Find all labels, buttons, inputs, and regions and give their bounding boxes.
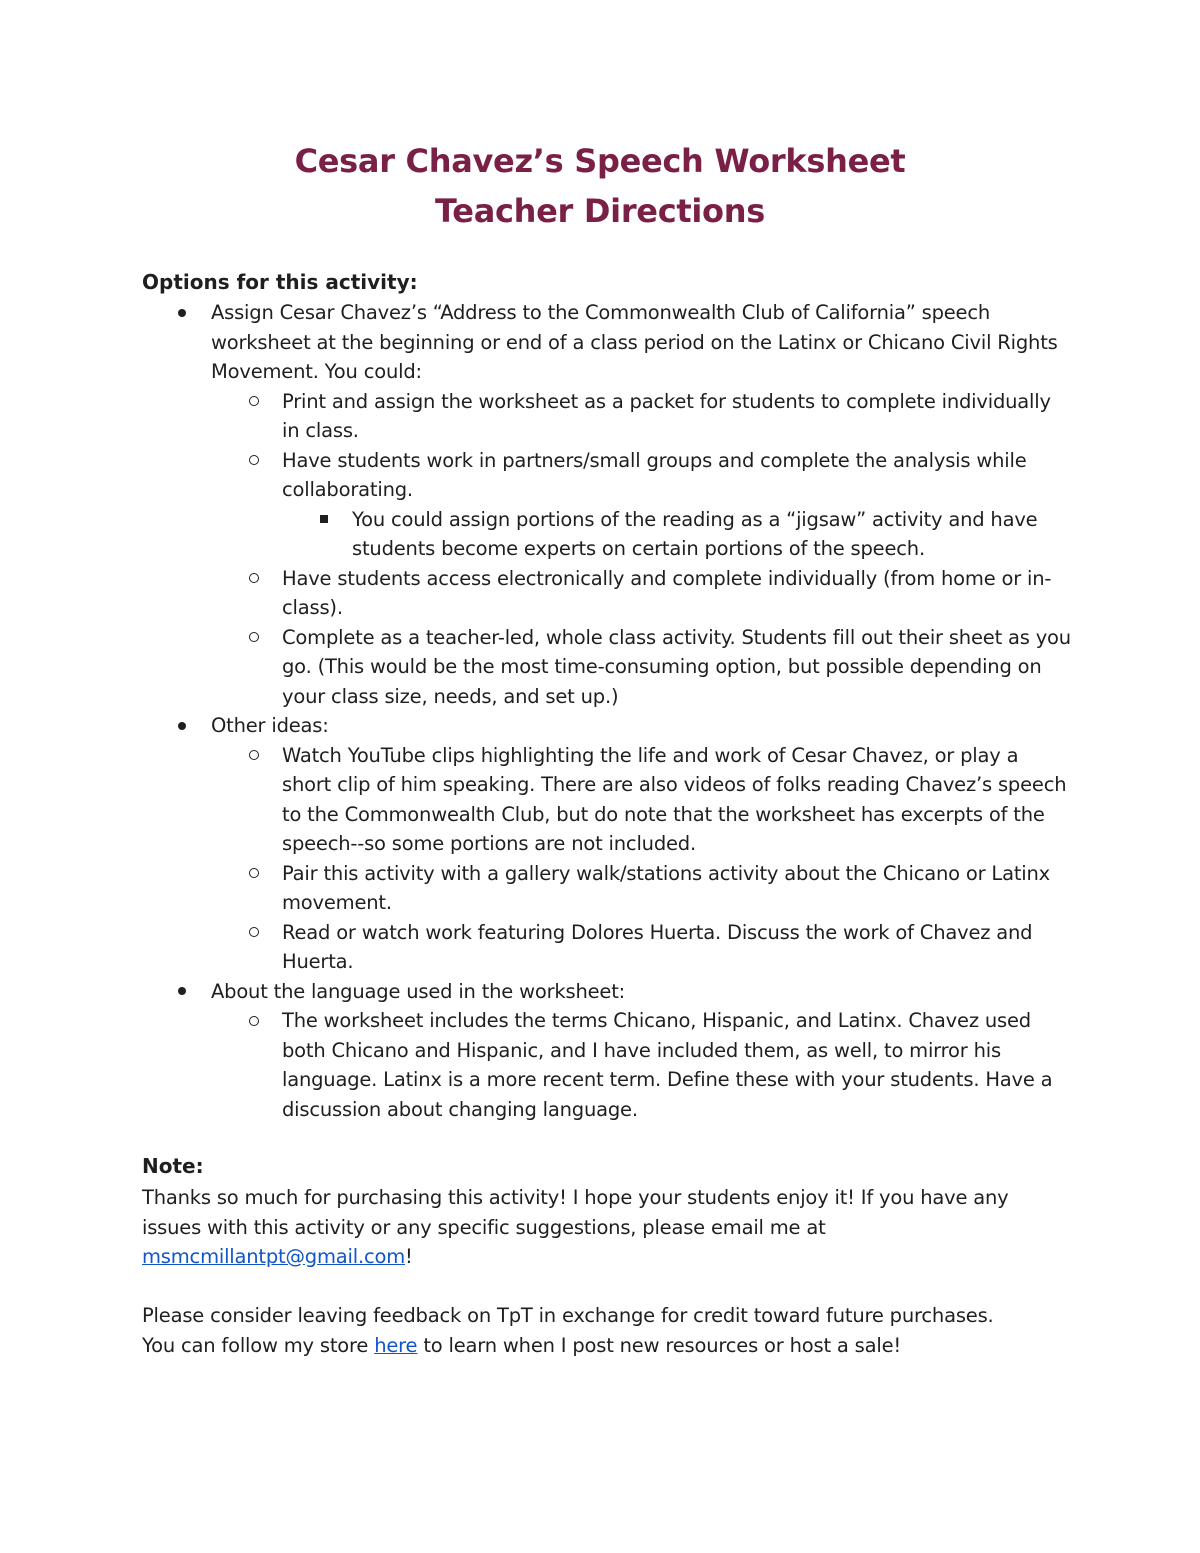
list-item-text: About the language used in the worksheet: xyxy=(211,979,626,1003)
list-item xyxy=(0,918,1072,977)
list-item xyxy=(0,859,1072,918)
list-item xyxy=(0,623,1072,712)
bullet-square-icon xyxy=(314,505,334,535)
store-link[interactable]: here xyxy=(374,1333,418,1357)
list-item-text: Have students access electronically and complete individually (from home or in-class). xyxy=(282,566,1052,619)
follow-line xyxy=(142,1331,1072,1361)
list-item xyxy=(0,564,1072,623)
feedback-text: Please consider leaving feedback on TpT in exchange for credit toward future purchases. xyxy=(142,1304,994,1327)
list-item-text: The worksheet includes the terms Chicano, Hispanic, and Latinx. Chavez used both Chicano and Hispanic, and I have included them, as well, to mirror his language. Latinx is a more recent term. Define these with your students. Have a discussion about changing language. xyxy=(282,1009,1053,1121)
list-item-text: Pair this activity with a gallery walk/stations activity about the Chicano or Latinx movement. xyxy=(282,861,1051,914)
follow-text-end: to learn when I post new resources or host a sale! xyxy=(417,1333,901,1357)
bullet-circle-icon xyxy=(244,623,264,653)
bullet-circle-icon xyxy=(244,741,264,771)
bullet-dot-icon xyxy=(172,298,192,328)
bullet-circle-icon xyxy=(244,859,264,889)
list-item-text: Other ideas: xyxy=(211,714,329,737)
list-item-text: Watch YouTube clips highlighting the life and work of Cesar Chavez, or play a short clip of him speaking. There are also videos of folks reading Chavez’s speech to the Commonwealth Club, but do note that the worksheet has excerpts of the speech--so some portions are not included. xyxy=(282,743,1067,855)
list-item-text: Have students work in partners/small groups and complete the analysis while collaborating. xyxy=(282,448,1027,501)
bullet-circle-icon xyxy=(244,446,264,476)
bullet-circle-icon xyxy=(244,1006,264,1036)
note-text-end: ! xyxy=(405,1245,413,1268)
list-item-text: Assign Cesar Chavez’s “Address to the Commonwealth Club of California” speech worksheet at the beginning or end of a class period on the Latinx or Chicano Civil Rights Movement. You could: xyxy=(211,301,1058,383)
list-item xyxy=(0,387,1072,446)
page-title: Cesar Chavez’s Speech Worksheet xyxy=(294,142,906,180)
list-item xyxy=(0,298,1071,387)
options-heading: Options for this activity: xyxy=(142,270,418,294)
note-paragraph xyxy=(142,1183,1072,1272)
bullet-circle-icon xyxy=(244,387,264,417)
list-item xyxy=(0,741,1072,859)
note-text: Thanks so much for purchasing this activity! I hope your students enjoy it! If you have any issues with this activity or any specific suggestions, please email me at xyxy=(142,1186,1009,1239)
list-item xyxy=(0,977,1071,1007)
list-item-text: Read or watch work featuring Dolores Huerta. Discuss the work of Chavez and Huerta. xyxy=(282,920,1033,973)
note-heading: Note: xyxy=(142,1154,204,1178)
follow-text: You can follow my store xyxy=(142,1333,375,1357)
feedback-paragraph xyxy=(142,1301,1072,1360)
options-list xyxy=(0,298,1200,1124)
list-item-text: You could assign portions of the reading as a “jigsaw” activity and have students become experts on certain portions of the speech. xyxy=(352,507,1038,560)
bullet-dot-icon xyxy=(172,977,192,1007)
list-item xyxy=(0,1006,1072,1124)
bullet-circle-icon xyxy=(244,564,264,594)
page-subtitle: Teacher Directions xyxy=(435,192,765,230)
list-item-text: Complete as a teacher-led, whole class activity. Students fill out their sheet as you go. (This would be the most time-consuming option, but possible depending on your class size, needs, and set up.) xyxy=(282,625,1071,708)
bullet-dot-icon xyxy=(172,711,192,741)
email-link[interactable]: msmcmillantpt@gmail.com xyxy=(142,1245,406,1268)
list-item xyxy=(0,711,1071,741)
list-item xyxy=(0,505,1072,564)
list-item-text: Print and assign the worksheet as a packet for students to complete individually in class. xyxy=(282,389,1051,442)
bullet-circle-icon xyxy=(244,918,264,948)
list-item xyxy=(0,446,1072,505)
